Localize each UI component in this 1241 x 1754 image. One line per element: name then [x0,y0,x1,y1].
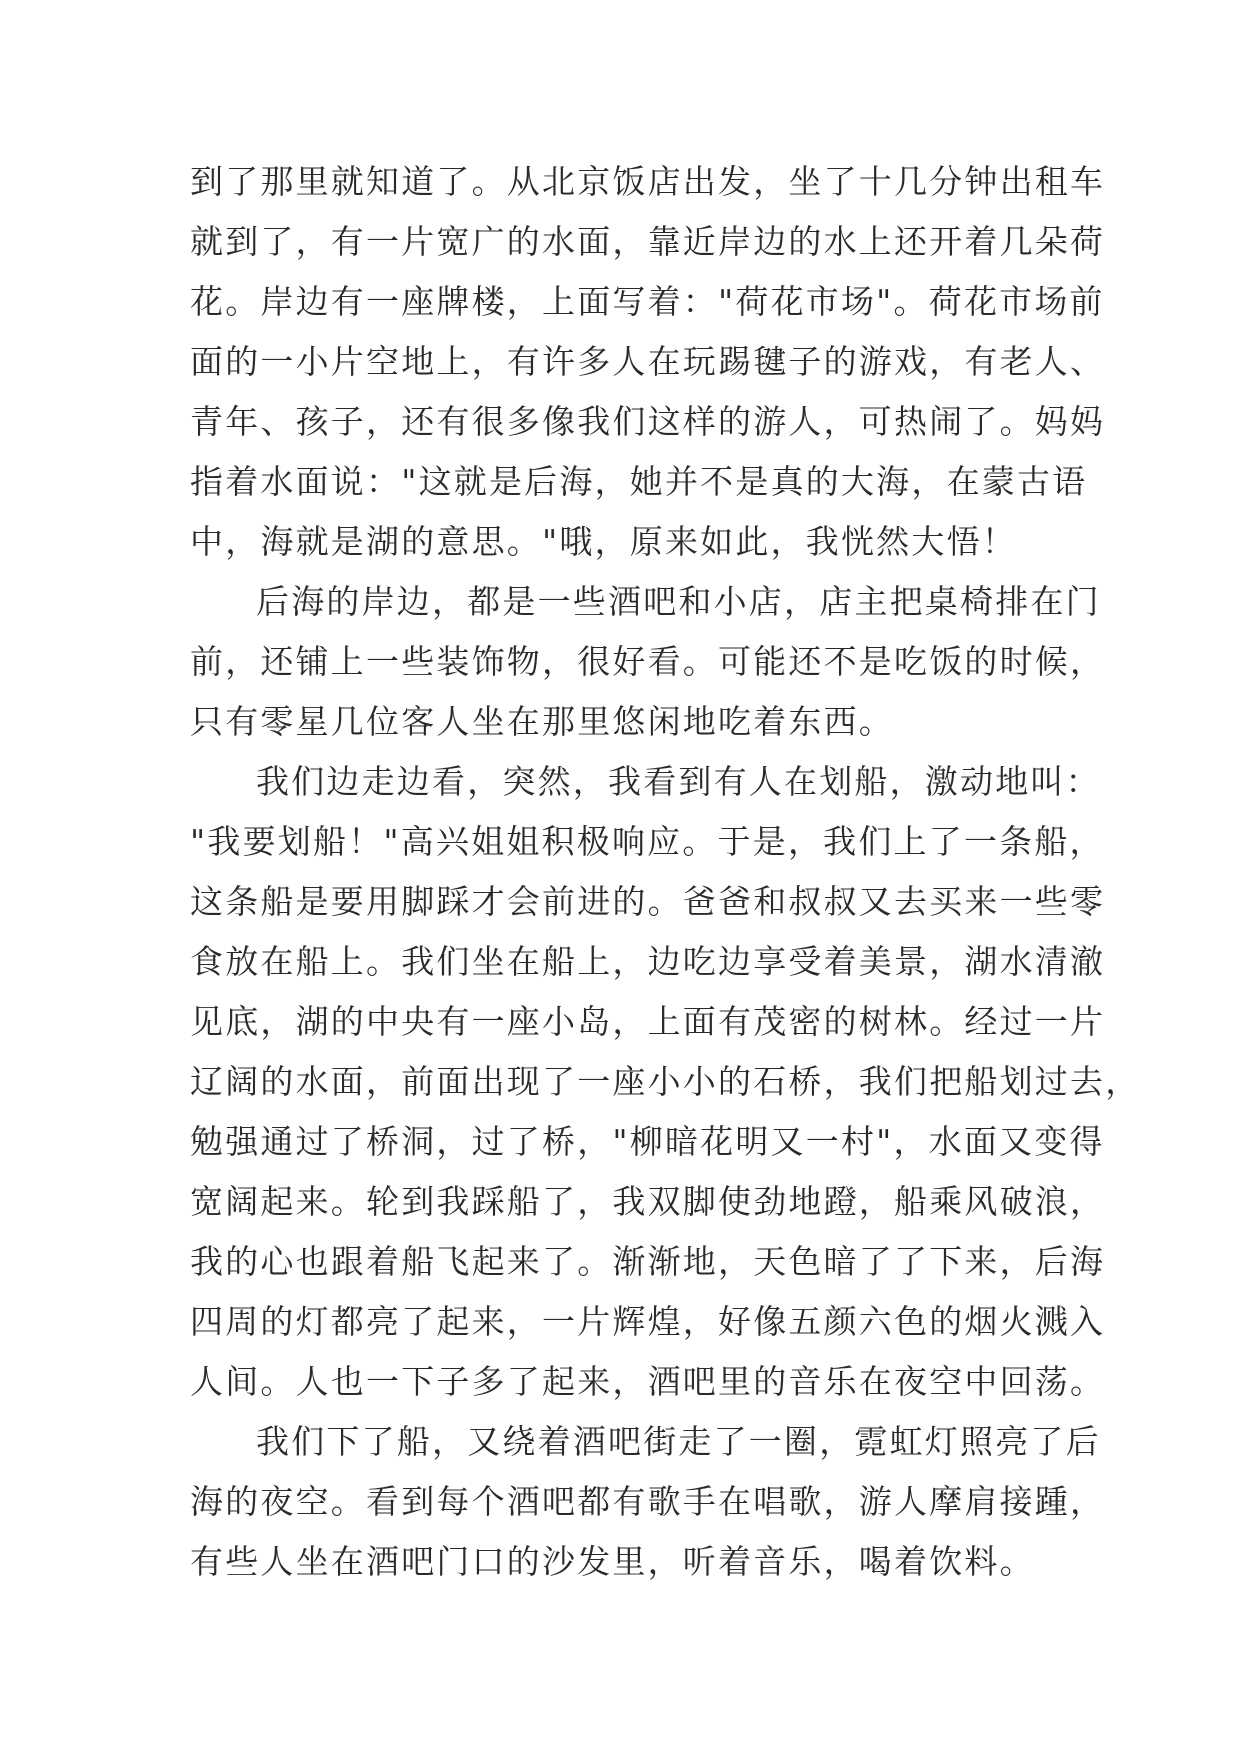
text-line: 海的夜空。看到每个酒吧都有歌手在唱歌，游人摩肩接踵， [190,1482,1106,1521]
text-line: 只有零星几位客人坐在那里悠闲地吃着东西。 [190,702,894,741]
text-line: 前，还铺上一些装饰物，很好看。可能还不是吃饭的时候， [190,642,1106,681]
text-line: 勉强通过了桥洞，过了桥，"柳暗花明又一村"，水面又变得 [190,1122,1105,1161]
text-line: 到了那里就知道了。从北京饭店出发，坐了十几分钟出租车 [190,162,1106,201]
text-line: 有些人坐在酒吧门口的沙发里，听着音乐，喝着饮料。 [190,1542,1035,1581]
text-line: 青年、孩子，还有很多像我们这样的游人，可热闹了。妈妈 [190,402,1106,441]
text-line: 就到了，有一片宽广的水面，靠近岸边的水上还开着几朵荷 [190,222,1106,261]
paragraph-first-line: 我们边走边看，突然，我看到有人在划船，激动地叫： [256,762,1101,801]
text-line: 这条船是要用脚踩才会前进的。爸爸和叔叔又去买来一些零 [190,882,1106,921]
text-line: 花。岸边有一座牌楼，上面写着："荷花市场"。荷花市场前 [190,282,1105,321]
text-line: "我要划船！"高兴姐姐积极响应。于是，我们上了一条船， [190,822,1105,861]
text-line: 指着水面说："这就是后海，她并不是真的大海，在蒙古语 [190,462,1088,501]
text-line: 中，海就是湖的意思。"哦，原来如此，我恍然大悟！ [190,522,1017,561]
article-body [190,152,1141,1592]
text-line: 辽阔的水面，前面出现了一座小小的石桥，我们把船划过去， [190,1062,1141,1101]
text-line: 四周的灯都亮了起来，一片辉煌，好像五颜六色的烟火溅入 [190,1302,1106,1341]
text-line: 见底，湖的中央有一座小岛，上面有茂密的树林。经过一片 [190,1002,1106,1041]
paragraph-first-line: 后海的岸边，都是一些酒吧和小店，店主把桌椅排在门 [256,582,1101,621]
text-line: 面的一小片空地上，有许多人在玩踢毽子的游戏，有老人、 [190,342,1106,381]
text-line: 食放在船上。我们坐在船上，边吃边享受着美景，湖水清澈 [190,942,1106,981]
text-line: 我的心也跟着船飞起来了。渐渐地，天色暗了了下来，后海 [190,1242,1106,1281]
paragraph-first-line: 我们下了船，又绕着酒吧街走了一圈，霓虹灯照亮了后 [256,1422,1101,1461]
text-line: 宽阔起来。轮到我踩船了，我双脚使劲地蹬，船乘风破浪， [190,1182,1106,1221]
text-line: 人间。人也一下子多了起来，酒吧里的音乐在夜空中回荡。 [190,1362,1106,1401]
